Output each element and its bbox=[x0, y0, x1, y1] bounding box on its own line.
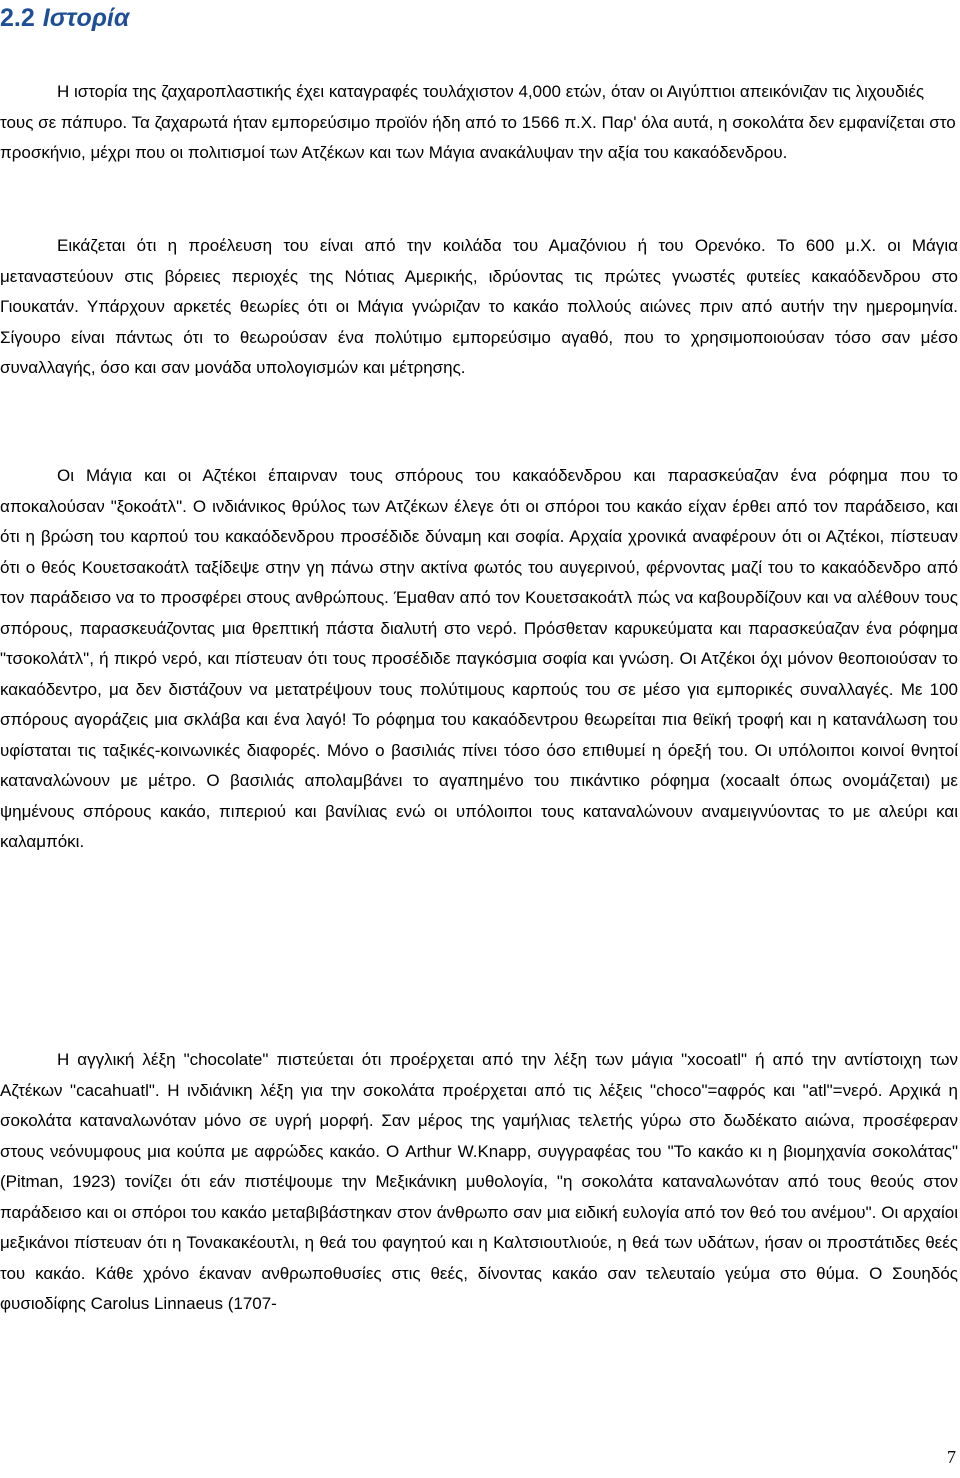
paragraph-1: Η ιστορία της ζαχαροπλαστικής έχει καταγραφές τουλάχιστον 4,000 ετών, όταν οι Αιγύπτιοι απεικόνιζαν τις λιχουδιές τους σε πάπυρο. Τα ζαχαρωτά ήταν εμπορεύσιμο προϊόν ήδη από το 1566 π.Χ. Παρ' όλα αυτά, η σοκολάτα δεν εμφανίζεται στο προσκήνιο, μέχρι που οι πολιτισμοί των Ατζέκων και των Μάγια ανακάλυψαν την αξία του κακαόδενδρου. bbox=[0, 82, 956, 162]
section-heading bbox=[0, 0, 129, 36]
page-number: 7 bbox=[947, 1447, 956, 1467]
section-number: 2.2 bbox=[0, 4, 35, 32]
paragraph-3: Οι Μάγια και οι Αζτέκοι έπαιρναν τους σπόρους του κακαόδενδρου και παρασκεύαζαν ένα ρόφημα που το αποκαλούσαν "ξοκοάτλ". Ο ινδιάνικος θρύλος των Ατζέκων έλεγε ότι οι σπόροι του κακάο είχαν έρθει από τον παράδεισο, και ότι η βρώση του καρπού του κακαόδενδρου προσέδιδε δύναμη και σοφία. Αρχαία χρονικά αναφέρουν ότι οι Αζτέκοι, πίστευαν ότι ο θεός Κουετσακοάτλ ταξίδεψε στην γη πάνω στην ακτίνα φωτός του αυγερινού, φέρνοντας μαζί του το κακαόδενδρο από τον παράδεισο να το προσφέρει στους ανθρώπους. Έμαθαν από τον Κουετσακοάτλ πώς να καβουρδίζουν και να αλέθουν τους σπόρους, παρασκευάζοντας μια θρεπτική πάστα διαλυτή στο νερό. Πρόσθεταν καρυκεύματα και παρασκεύαζαν ένα ρόφημα "τσοκολάτλ", ή πικρό νερό, και πίστευαν ότι τους προσέδιδε παγκόσμια σοφία και γνώση. Οι Ατζέκοι όχι μόνον θεοποιούσαν το κακαόδεντρο, μα δεν διστάζουν να μετατρέψουν τους πολύτιμους καρπούς του σε μέσο για εμπορικές συναλλαγές. Με 100 σπόρους αγοράζεις μια σκλάβα και ένα λαγό! Το ρόφημα του κακαόδεντρου θεωρείται πια θεϊκή τροφή και η κατανάλωση του υφίσταται τις ταξικές-κοινωνικές διαφορές. Μόνο ο βασιλιάς πίνει τόσο όσο επιθυμεί η όρεξή του. Οι υπόλοιποι κοινοί θνητοί καταναλώνουν με μέτρο. Ο βασιλιάς απολαμβάνει το αγαπημένο του πικάντικο ρόφημα (xocaalt όπως ονομάζεται) με ψημένους σπόρους κακάο, πιπεριού και βανίλιας ενώ οι υπόλοιποι τους καταναλώνουν αναμειγνύοντας το με αλεύρι και καλαμπόκι. bbox=[0, 466, 958, 851]
paragraph-4: Η αγγλική λέξη "chocolate" πιστεύεται ότι προέρχεται από την λέξη των μάγια "xocoatl" ή από την αντίστοιχη των Αζτέκων "cacahuatl". Η ινδιάνικη λέξη για την σοκολάτα προέρχεται από τις λέξεις "choco"=αφρός και "atl"=νερό. Αρχικά η σοκολάτα καταναλωνόταν μόνο σε υγρή μορφή. Σαν μέρος της γαμήλιας τελετής γύρω στο δωδέκατο αιώνα, προσέφεραν στους νεόνυμφους μια κούπα με αφρώδες κακάο. Ο Arthur W.Knapp, συγγραφέας του "Το κακάο κι η βιομηχανία σοκολάτας" (Pitman, 1923) τονίζει ότι εάν πιστέψουμε την Μεξικάνικη μυθολογία, "η σοκολάτα καταναλωνόταν από τους θεούς στον παράδεισο και οι σπόροι του κακάο μεταβιβάστηκαν στον άνθρωπο σαν μια ειδική ευλογία από τον θεό του ανέμου". Οι αρχαίοι μεξικάνοι πίστευαν ότι η Τονακακέουτλι, η θεά του φαγητού και η Καλτσιουτλιούε, η θεά των υδάτων, ήσαν οι προστάτιδες θεές του κακάο. Κάθε χρόνο έκαναν ανθρωποθυσίες στις θεές, δίνοντας κακάο σαν τελευταίο γεύμα στο θύμα. Ο Σουηδός φυσιοδίφης Carolus Linnaeus (1707- bbox=[0, 1050, 958, 1313]
section-title: Ιστορία bbox=[42, 4, 130, 32]
paragraph-2: Εικάζεται ότι η προέλευση του είναι από την κοιλάδα του Αμαζόνιου ή του Ορενόκο. Το 600 μ.Χ. οι Μάγια μεταναστεύουν στις βόρειες περιοχές της Νότιας Αμερικής, ιδρύοντας τις πρώτες γνωστές φυτείες κακαόδενδρου στο Γιουκατάν. Υπάρχουν αρκετές θεωρίες ότι οι Μάγια γνώριζαν το κακάο πολλούς αιώνες πριν από αυτήν την ημερομηνία. Σίγουρο είναι πάντως ότι το θεωρούσαν ένα πολύτιμο εμπορεύσιμο αγαθό, που το χρησιμοποιούσαν τόσο σαν μέσο συναλλαγής, όσο και σαν μονάδα υπολογισμών και μέτρησης. bbox=[0, 236, 958, 377]
